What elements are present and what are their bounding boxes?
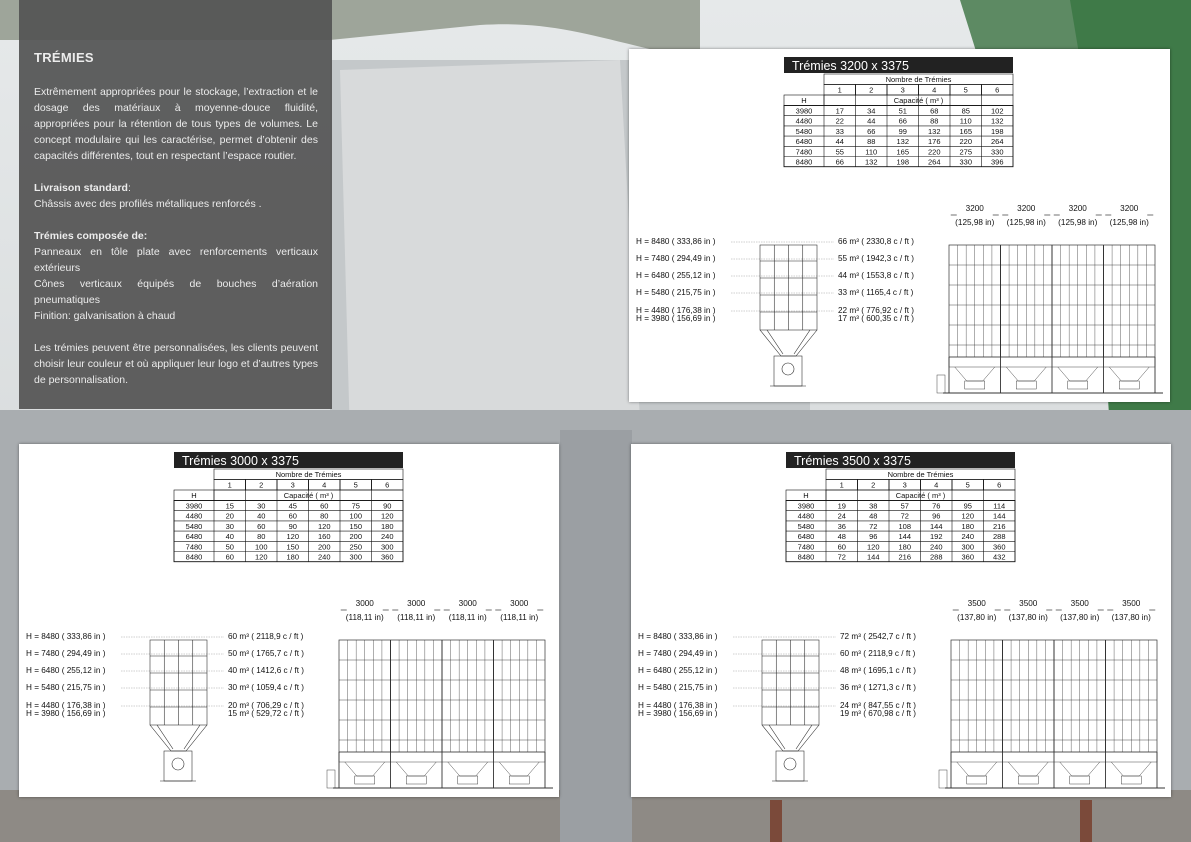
table-cell: 200 [349,532,363,542]
table-cell: 250 [349,542,363,552]
delivery-heading: Livraison standard [34,182,128,194]
table-title: Trémies 3000 x 3375 [182,454,299,468]
volume-label: 20 m³ ( 706,29 c / ft ) [228,701,304,710]
table-cell: 88 [930,116,939,126]
table-cell: 72 [837,552,846,562]
table-count-header: 5 [353,480,358,490]
dimension-inches: (125,98 in) [1006,218,1046,227]
table-h-label: H [803,491,809,500]
volume-label: 36 m³ ( 1271,3 c / ft ) [840,683,916,692]
table-cell: 60 [288,511,297,521]
table-header-count: Nombre de Trémies [887,470,954,479]
table-cell: 192 [929,532,943,542]
table-cell: 80 [320,511,329,521]
table-cell: 360 [380,552,394,562]
intro-paragraph: Extrêmement appropriées pour le stockage, l’extraction et le dosage des matériaux à moyenne-douce fluidité, appropriées pour la rétention de tous types de volumes. Le concept modulaire qui les caractérise, permet d’obtenir des capacités différentes, tout en respectant l’espace routier. [34,86,318,162]
table-cell: 3980 [185,501,203,511]
table-cell: 24 [837,511,846,521]
table-header-count: Nombre de Trémies [275,470,342,479]
front-elevation [327,640,553,788]
table-cell: 288 [992,532,1006,542]
table-cell: 360 [992,542,1006,552]
volume-label: 44 m³ ( 1553,8 c / ft ) [838,271,914,280]
height-label: H = 4480 ( 176,38 in ) [638,701,718,710]
table-cell: 120 [961,511,975,521]
table-cell: 45 [288,501,297,511]
table-count-header: 3 [290,480,295,490]
table-h-label: H [191,491,197,500]
table-cell: 396 [990,157,1004,167]
table-cell: 48 [869,511,878,521]
dimension-label: 3500 [967,599,986,608]
table-cell: 99 [898,126,907,136]
dimension-label: 3000 [510,599,529,608]
table-cell: 76 [932,501,941,511]
height-label: H = 6480 ( 255,12 in ) [638,666,718,675]
table-cell: 120 [317,521,331,531]
table-cell: 8480 [795,157,813,167]
table-cell: 8480 [797,552,815,562]
table-cell: 34 [867,106,876,116]
table-cell: 40 [225,532,234,542]
table-count-header: 2 [871,480,876,490]
table-cell: 360 [961,552,975,562]
table-cell: 132 [864,157,878,167]
table-count-header: 5 [963,85,968,95]
table-cell: 5480 [185,521,203,531]
table-cell: 44 [867,116,876,126]
table-cell: 110 [865,147,878,157]
table-cell: 90 [288,521,297,531]
table-cell: 100 [254,542,268,552]
table-cell: 15 [225,501,234,511]
table-count-header: 3 [900,85,905,95]
table-cell: 120 [866,542,880,552]
hopper-card-3500 [631,444,1171,797]
table-cell: 120 [254,552,268,562]
table-title: Trémies 3200 x 3375 [792,59,909,73]
table-cell: 88 [867,137,876,147]
table-cell: 3980 [795,106,813,116]
table-count-header: 2 [259,480,264,490]
table-cell: 60 [225,552,234,562]
height-label: H = 3980 ( 156,69 in ) [26,709,106,718]
height-label: H = 4480 ( 176,38 in ) [636,306,716,315]
table-count-header: 5 [965,480,970,490]
table-cell: 288 [929,552,943,562]
table-cell: 60 [320,501,329,511]
table-cell: 33 [835,126,844,136]
height-label: H = 7480 ( 294,49 in ) [636,254,716,263]
table-cell: 240 [380,532,394,542]
table-cell: 300 [349,552,363,562]
height-label: H = 7480 ( 294,49 in ) [638,649,718,658]
volume-label: 72 m³ ( 2542,7 c / ft ) [840,632,916,641]
hopper-card-3000 [19,444,559,797]
table-cell: 165 [896,147,910,157]
volume-label: 24 m³ ( 847,55 c / ft ) [840,701,916,710]
table-cell: 180 [380,521,394,531]
table-cell: 160 [317,532,331,542]
table-cell: 5480 [797,521,815,531]
table-cell: 220 [927,147,941,157]
dimension-label: 3500 [1019,599,1038,608]
intro-closing: Les trémies peuvent être personnalisées, les clients peuvent choisir leur couleur et où appliquer leur logo et d’autres types de personnalisation. [34,342,318,386]
volume-label: 60 m³ ( 2118,9 c / ft ) [840,649,916,658]
table-cell: 108 [898,521,912,531]
table-count-header: 6 [995,85,1000,95]
table-count-header: 1 [839,480,844,490]
table-cell: 90 [383,501,392,511]
dimension-label: 3000 [355,599,374,608]
height-label: H = 7480 ( 294,49 in ) [26,649,106,658]
intro-panel [19,0,332,409]
volume-label: 66 m³ ( 2330,8 c / ft ) [838,237,914,246]
table-cell: 96 [869,532,878,542]
height-label: H = 4480 ( 176,38 in ) [26,701,106,710]
dimension-inches: (118,11 in) [345,613,384,622]
side-elevation [762,640,819,781]
table-cell: 180 [286,552,300,562]
height-label: H = 3980 ( 156,69 in ) [638,709,718,718]
table-cell: 3980 [797,501,815,511]
table-cell: 57 [900,501,909,511]
table-cell: 66 [867,126,876,136]
delivery-text: Châssis avec des profilés métalliques renforcés . [34,198,262,210]
table-cell: 8480 [185,552,203,562]
table-cell: 330 [990,147,1004,157]
composition-item: Cônes verticaux équipés de bouches d’aération pneumatiques [34,278,318,306]
table-capacity-label: Capacité ( m³ ) [893,96,944,105]
side-elevation [760,245,817,386]
table-cell: 95 [963,501,972,511]
dimension-inches: (125,98 in) [955,218,995,227]
dimension-inches: (118,11 in) [448,613,487,622]
table-cell: 68 [930,106,939,116]
table-count-header: 1 [837,85,842,95]
table-capacity-label: Capacité ( m³ ) [895,491,946,500]
table-cell: 48 [837,532,846,542]
table-count-header: 6 [385,480,390,490]
table-cell: 30 [225,521,234,531]
height-label: H = 6480 ( 255,12 in ) [26,666,106,675]
table-cell: 6480 [797,532,815,542]
volume-label: 17 m³ ( 600,35 c / ft ) [838,314,914,323]
dimension-inches: (137,80 in) [1060,613,1100,622]
table-cell: 114 [993,501,1006,511]
height-label: H = 8480 ( 333,86 in ) [26,632,106,641]
table-cell: 150 [349,521,363,531]
table-cell: 240 [317,552,331,562]
table-cell: 75 [351,501,360,511]
table-cell: 51 [898,106,907,116]
height-label: H = 5480 ( 215,75 in ) [638,683,718,692]
volume-label: 50 m³ ( 1765,7 c / ft ) [228,649,304,658]
table-cell: 4480 [795,116,813,126]
table-cell: 80 [257,532,266,542]
table-count-header: 4 [322,480,327,490]
table-h-label: H [801,96,807,105]
front-elevation [939,640,1165,788]
table-cell: 4480 [797,511,815,521]
table-cell: 6480 [185,532,203,542]
table-cell: 264 [927,157,941,167]
table-cell: 7480 [185,542,203,552]
table-cell: 220 [959,137,973,147]
table-cell: 240 [929,542,943,552]
hopper-card-3200 [629,49,1170,402]
table-cell: 216 [898,552,912,562]
hopper-drawing [631,444,1171,797]
table-cell: 85 [961,106,970,116]
dimension-label: 3200 [1068,204,1087,213]
volume-label: 22 m³ ( 776,92 c / ft ) [838,306,914,315]
volume-label: 48 m³ ( 1695,1 c / ft ) [840,666,916,675]
table-cell: 17 [835,106,844,116]
table-cell: 330 [959,157,973,167]
side-elevation [150,640,207,781]
front-elevation [937,245,1163,393]
table-cell: 240 [961,532,975,542]
table-cell: 7480 [797,542,815,552]
table-cell: 60 [837,542,846,552]
table-capacity-label: Capacité ( m³ ) [283,491,334,500]
hopper-drawing [19,444,559,797]
dimension-label: 3200 [965,204,984,213]
table-count-header: 2 [869,85,874,95]
table-header-count: Nombre de Trémies [885,75,952,84]
table-cell: 150 [286,542,300,552]
height-label: H = 5480 ( 215,75 in ) [636,288,716,297]
table-cell: 36 [837,521,846,531]
table-cell: 264 [990,137,1004,147]
table-cell: 110 [959,116,972,126]
table-cell: 40 [257,511,266,521]
table-cell: 60 [257,521,266,531]
table-cell: 72 [900,511,909,521]
table-count-header: 1 [227,480,232,490]
table-cell: 144 [992,511,1006,521]
table-cell: 198 [896,157,910,167]
dimension-label: 3200 [1120,204,1139,213]
dimension-inches: (118,11 in) [397,613,436,622]
height-label: H = 8480 ( 333,86 in ) [636,237,716,246]
table-cell: 44 [835,137,844,147]
volume-label: 19 m³ ( 670,98 c / ft ) [840,709,916,718]
table-cell: 132 [896,137,910,147]
delivery-block: Livraison standard: [34,182,131,194]
composition-item: Panneaux en tôle plate avec renforcements verticaux extérieurs [34,246,318,274]
table-cell: 132 [990,116,1004,126]
table-cell: 300 [380,542,394,552]
table-cell: 6480 [795,137,813,147]
table-cell: 180 [961,521,975,531]
table-cell: 4480 [185,511,203,521]
table-cell: 144 [866,552,880,562]
dimension-inches: (137,80 in) [957,613,997,622]
table-cell: 102 [990,106,1004,116]
dimension-label: 3000 [407,599,426,608]
table-cell: 198 [990,126,1004,136]
table-count-header: 6 [997,480,1002,490]
table-cell: 176 [927,137,941,147]
volume-label: 55 m³ ( 1942,3 c / ft ) [838,254,914,263]
table-cell: 19 [837,501,846,511]
table-cell: 200 [317,542,331,552]
table-cell: 432 [992,552,1006,562]
table-cell: 55 [835,147,844,157]
table-cell: 144 [898,532,912,542]
table-cell: 132 [927,126,941,136]
dimension-label: 3000 [458,599,477,608]
table-cell: 144 [929,521,943,531]
dimension-label: 3500 [1122,599,1141,608]
table-count-header: 4 [932,85,937,95]
table-count-header: 3 [902,480,907,490]
height-label: H = 3980 ( 156,69 in ) [636,314,716,323]
dimension-inches: (118,11 in) [500,613,539,622]
dimension-inches: (137,80 in) [1008,613,1048,622]
table-cell: 7480 [795,147,813,157]
intro-title: TRÉMIES [34,50,94,65]
table-cell: 275 [959,147,973,157]
table-cell: 66 [835,157,844,167]
volume-label: 33 m³ ( 1165,4 c / ft ) [838,288,914,297]
table-cell: 165 [959,126,973,136]
table-cell: 66 [898,116,907,126]
composition-heading: Trémies composée de: [34,230,148,242]
volume-label: 40 m³ ( 1412,6 c / ft ) [228,666,304,675]
dimension-inches: (137,80 in) [1111,613,1151,622]
dimension-inches: (125,98 in) [1109,218,1149,227]
table-cell: 30 [257,501,266,511]
table-cell: 22 [835,116,844,126]
table-cell: 96 [932,511,941,521]
height-label: H = 8480 ( 333,86 in ) [638,632,718,641]
hopper-drawing [629,49,1169,402]
table-cell: 180 [898,542,912,552]
table-title: Trémies 3500 x 3375 [794,454,911,468]
table-cell: 100 [349,511,363,521]
dimension-label: 3200 [1017,204,1036,213]
volume-label: 30 m³ ( 1059,4 c / ft ) [228,683,304,692]
dimension-label: 3500 [1070,599,1089,608]
composition-item: Finition: galvanisation à chaud [34,310,176,322]
table-cell: 120 [286,532,300,542]
volume-label: 15 m³ ( 529,72 c / ft ) [228,709,304,718]
height-label: H = 5480 ( 215,75 in ) [26,683,106,692]
table-cell: 72 [869,521,878,531]
table-cell: 120 [380,511,394,521]
table-cell: 20 [225,511,234,521]
table-count-header: 4 [934,480,939,490]
table-cell: 38 [869,501,878,511]
table-cell: 50 [225,542,234,552]
volume-label: 60 m³ ( 2118,9 c / ft ) [228,632,304,641]
dimension-inches: (125,98 in) [1058,218,1098,227]
table-cell: 5480 [795,126,813,136]
height-label: H = 6480 ( 255,12 in ) [636,271,716,280]
table-cell: 300 [961,542,975,552]
table-cell: 216 [992,521,1006,531]
